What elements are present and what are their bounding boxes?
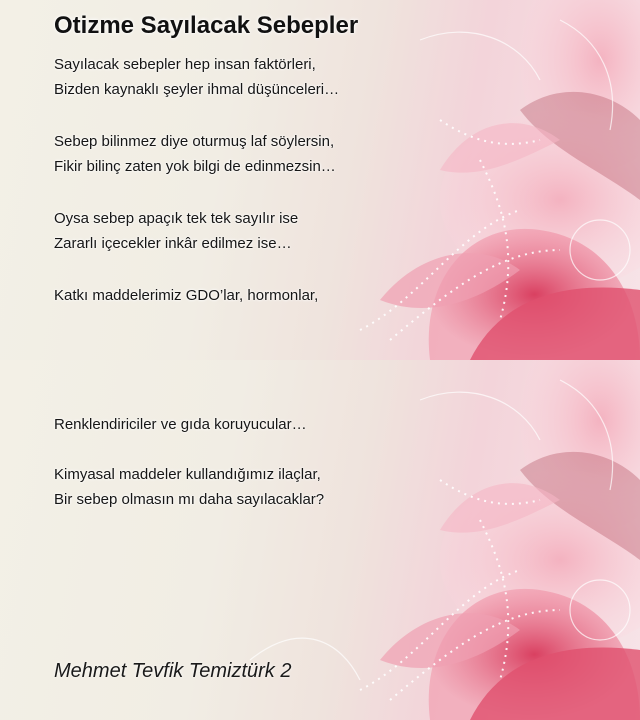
stanza-6 (54, 462, 324, 512)
verse-line: Bir sebep olmasın mı daha sayılacaklar? (54, 491, 325, 508)
verse-line: Sebep bilinmez diye oturmuş laf söylersin, (54, 133, 335, 150)
verse-line: Zararlı içecekler inkâr edilmez ise… (54, 235, 292, 252)
author-name: Mehmet Tevfik Temiztürk 2 (54, 660, 292, 682)
poem-title: Otizme Sayılacak Sebepler (54, 12, 359, 39)
verse-line: Katkı maddelerimiz GDO’lar, hormonlar, (54, 287, 319, 304)
stanza-1 (54, 52, 339, 102)
stanza-4 (54, 283, 318, 308)
verse-line: Renklendiriciler ve gıda koruyucular… (54, 416, 307, 433)
verse-line: Oysa sebep apaçık tek tek sayılır ise (54, 210, 299, 227)
verse-line: Bizden kaynaklı şeyler ihmal düşünceleri… (54, 81, 340, 98)
verse-line: Kimyasal maddeler kullandığımız ilaçlar, (54, 466, 321, 483)
verse-line: Fikir bilinç zaten yok bilgi de edinmezsin… (54, 158, 336, 175)
stanza-5 (54, 412, 307, 437)
stanza-2 (54, 129, 336, 179)
stanza-3 (54, 206, 298, 256)
verse-line: Sayılacak sebepler hep insan faktörleri, (54, 56, 316, 73)
